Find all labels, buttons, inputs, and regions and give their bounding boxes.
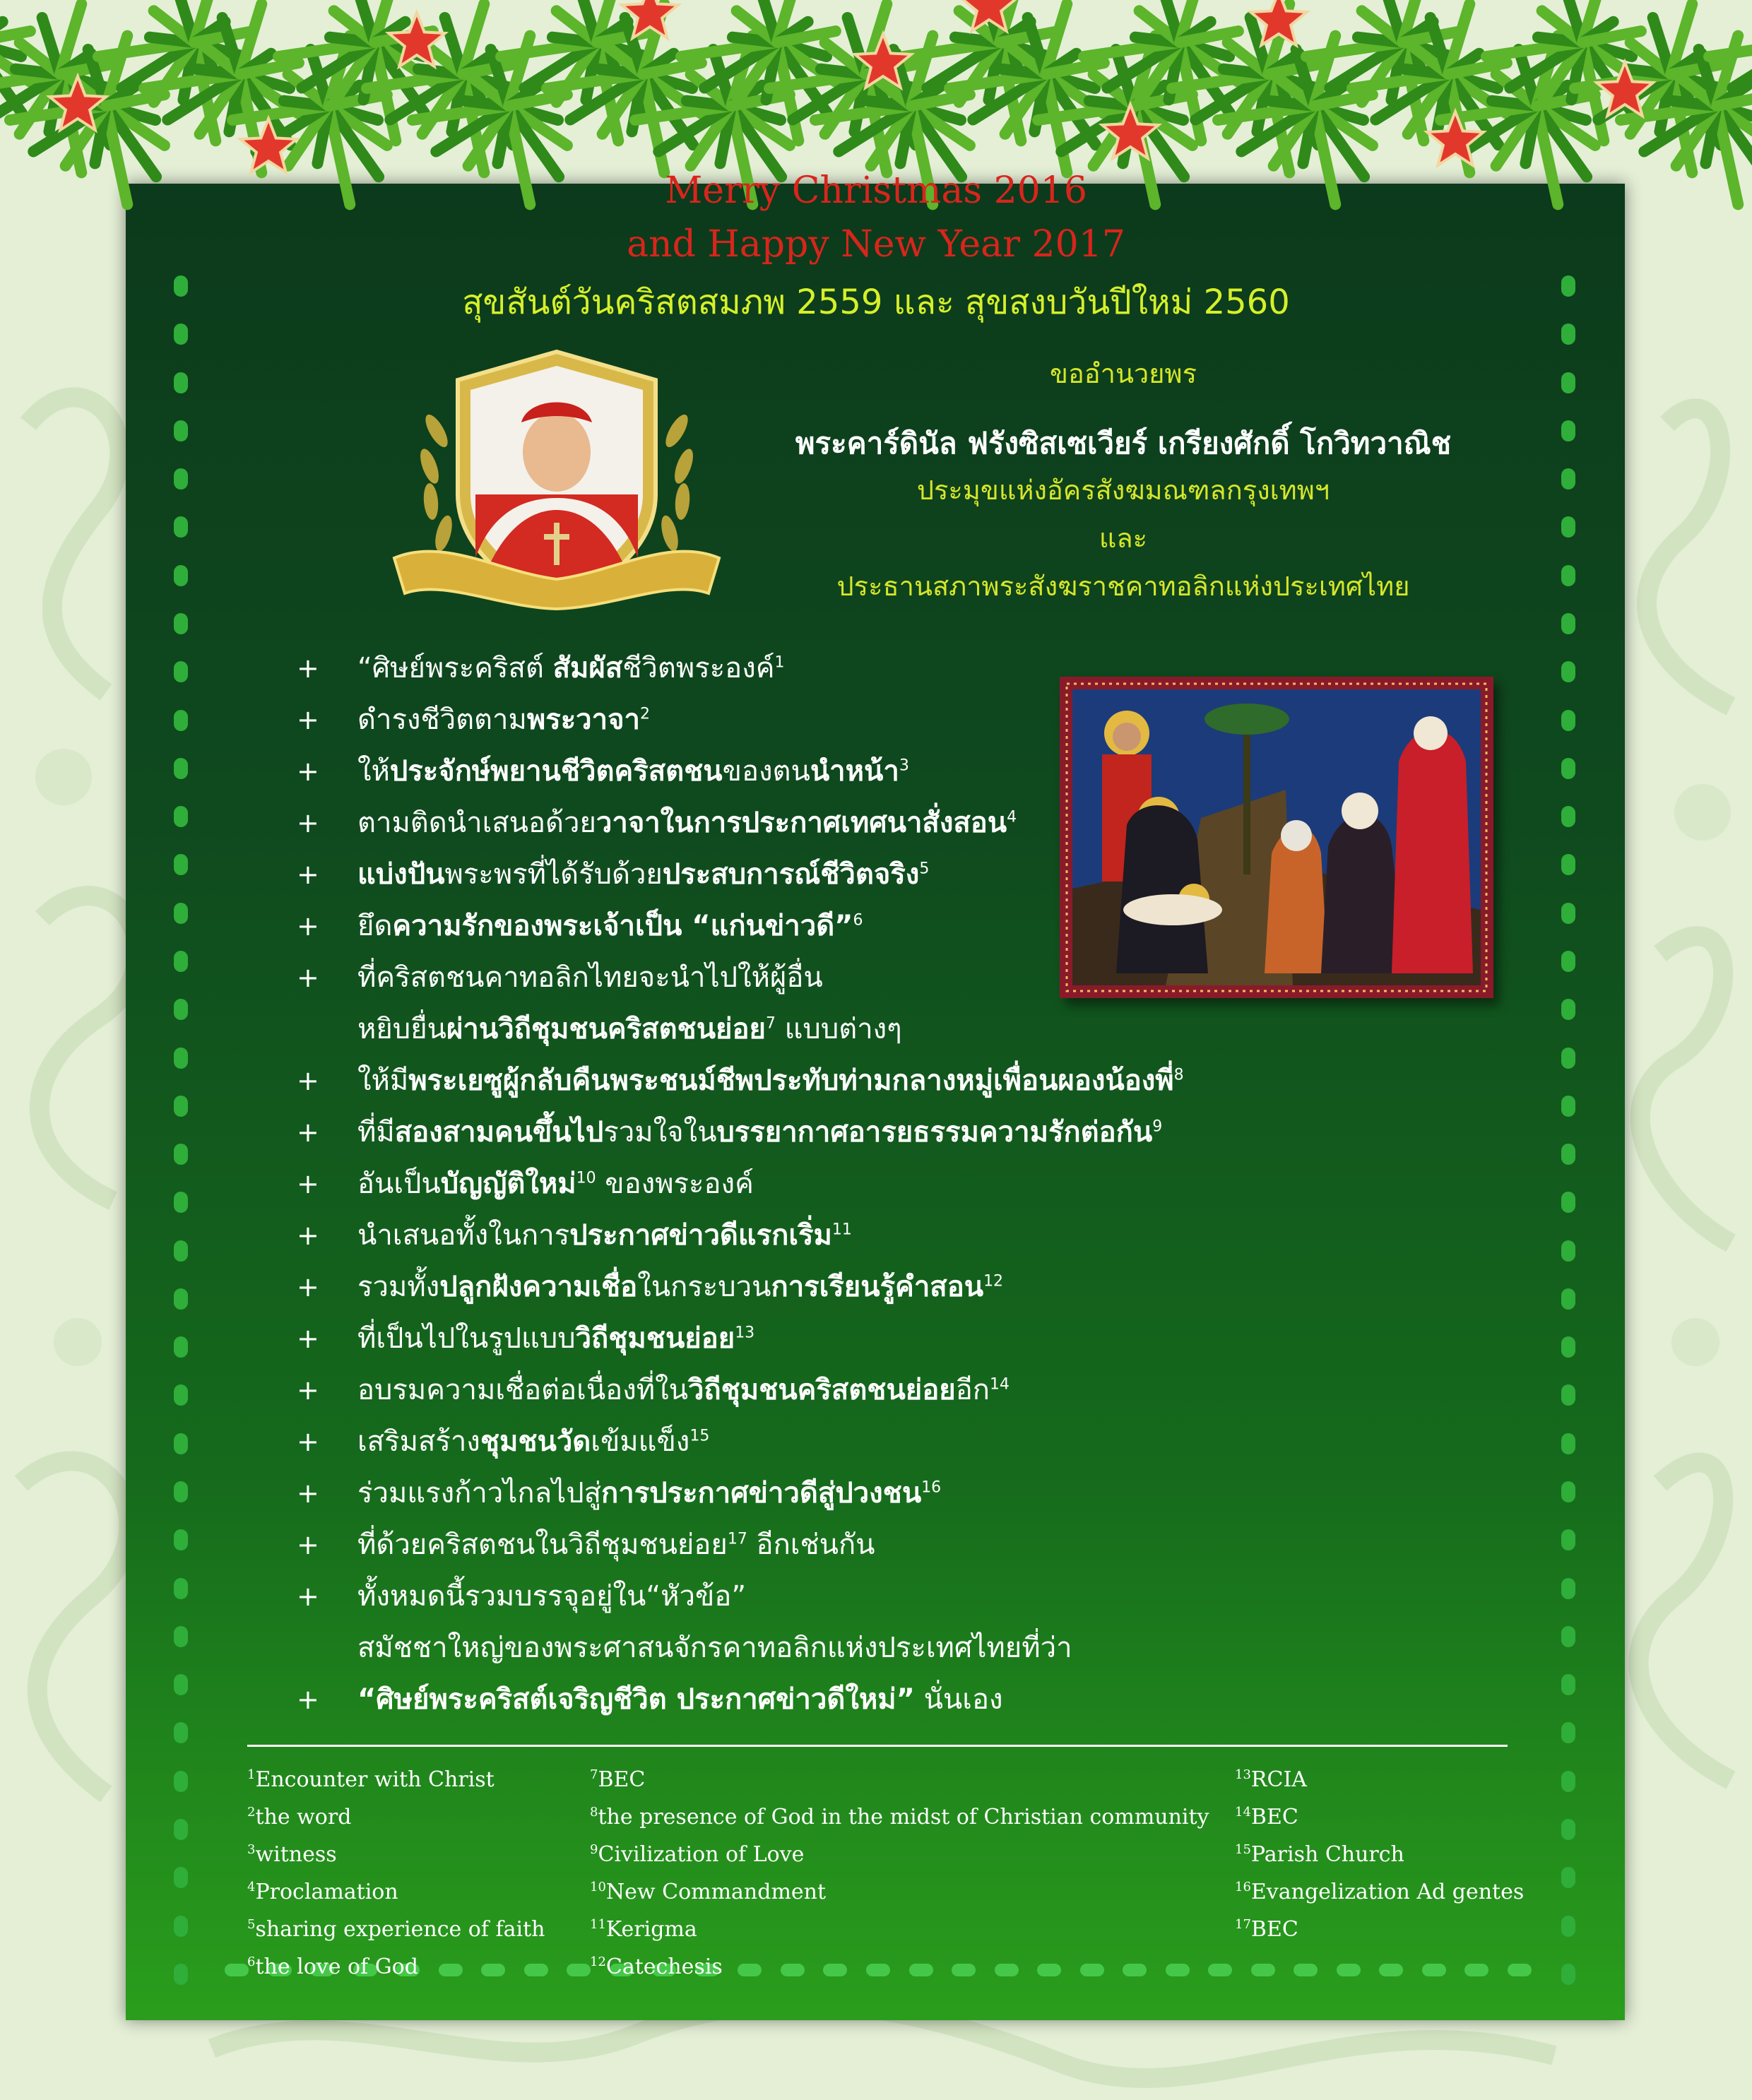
plus-icon: + [297,1271,319,1303]
perforation-dot [174,516,188,538]
perforation-dot [1561,661,1575,682]
emphasis-text: บรรยากาศอารยธรรมความรักต่อกัน [716,1116,1153,1149]
footnote-text: RCIA [1250,1767,1307,1792]
perforation-dot [174,1096,188,1117]
message-line [297,694,1321,746]
perforation-dot [1561,1916,1575,1937]
sender-role-conference: ประธานสภาพระสังฆราชคาทอลิกแห่งประเทศไทย [836,571,1410,602]
perforation-dot [1508,1964,1532,1976]
footnote-number: 3 [247,1842,256,1857]
message-line [297,797,1321,849]
message-line [297,952,1321,1004]
footnote-entry [1235,1759,1524,1796]
footnote-number: 8 [590,1805,598,1820]
footnote-text: sharing experience of faith [255,1917,545,1942]
message-line [297,849,1321,901]
perforation-dot [174,806,188,827]
plain-text: “ศิษย์พระคริสต์ [357,652,553,684]
plain-text: รวมทั้ง [357,1271,440,1303]
footnote-entry [1235,1909,1524,1946]
perforation-dot [174,1771,188,1792]
sender-role-and: และ [1099,523,1148,554]
footnotes-column-3 [1235,1759,1524,1946]
emphasis-text: “ศิษย์พระคริสต์เจริญชีวิต ประกาศข่าวดีใหม่” [357,1683,915,1716]
emphasis-text: สัมผัส [552,652,623,684]
perforation-dot [1561,903,1575,924]
perforation-dot [1561,1096,1575,1117]
message-text [357,643,1321,694]
emphasis-text: ความรักของพระเจ้าเป็น “แก่นข่าวดี” [392,910,853,942]
plain-text: เสริมสร้าง [357,1425,480,1458]
perforation-dot [174,1048,188,1069]
greeting-header [0,164,1752,333]
footnote-text: BEC [1250,1805,1298,1829]
footnote-entry [247,1796,545,1834]
perforation-dot [1561,1771,1575,1792]
plain-text: รวมใจใน [603,1116,717,1149]
message-text [357,952,1321,1004]
footnotes-column-1 [247,1759,545,1983]
emphasis-text: พระวาจา [526,704,640,736]
plain-text: อบรมความเชื่อต่อเนื่องที่ใน [357,1374,688,1406]
footnote-entry [1235,1834,1524,1871]
perforation-dot [174,1674,188,1695]
perforation-dot [1561,1433,1575,1454]
message-line [297,1313,1321,1365]
plain-text: ร่วมแรงก้าวไกลไปสู่ [357,1477,602,1509]
plus-icon: + [297,962,319,993]
footnote-number: 1 [247,1767,256,1782]
footnote-entry [590,1946,1209,1983]
message-line [297,1623,1321,1674]
emphasis-text: ประกาศข่าวดีแรกเริ่ม [569,1219,832,1252]
plus-icon: + [297,1220,319,1251]
perforation-dot [1561,1288,1575,1310]
plus-icon: + [297,859,319,890]
perforation-dot [1561,806,1575,827]
perforation-dot [1251,1964,1275,1976]
footnote-number: 5 [247,1917,256,1932]
sender-name: พระคาร์ดินัล ฟรังซิสเซเวียร์ เกรียงศักดิ์ โกวิทวาณิช [795,426,1452,461]
message-line [297,643,1321,694]
footnote-divider [247,1745,1508,1747]
perforation-dot [1337,1964,1361,1976]
footnote-entry [590,1796,1209,1834]
perforation-dot [1561,1867,1575,1888]
message-text [357,1210,1321,1262]
message-text [357,797,1321,849]
perforation-dot [1561,372,1575,393]
footnote-entry [1235,1796,1524,1834]
plain-text: นำเสนอทั้งในการ [357,1219,570,1252]
footnote-number: 14 [1235,1805,1251,1820]
message-text [357,1365,1321,1416]
perforation-dot [1561,1144,1575,1165]
plus-icon: + [297,1426,319,1457]
footnote-text: the word [255,1805,352,1829]
message-line [297,1416,1321,1468]
footnote-text: Evangelization Ad gentes [1250,1880,1525,1904]
plus-icon: + [297,807,319,838]
perforation-dot [1561,1481,1575,1502]
emphasis-text: การประกาศข่าวดีสู่ปวงชน [601,1477,922,1509]
message-line [297,1365,1321,1416]
footnote-entry [1235,1871,1524,1909]
plus-icon: + [297,704,319,735]
perforation-dot [174,1384,188,1406]
message-line [297,1210,1321,1262]
perforation-dot [1561,1722,1575,1743]
perforation-dot [1422,1964,1446,1976]
footnote-text: New Commandment [605,1880,827,1904]
perforation-dot [1561,1336,1575,1358]
footnote-number: 13 [1235,1767,1251,1782]
footnote-number: 4 [247,1880,256,1894]
perforation-dot [174,1626,188,1647]
plus-icon: + [297,1375,319,1406]
plain-text: ให้มี [357,1064,409,1097]
footnote-entry [590,1909,1209,1946]
footnote-number: 11 [590,1917,606,1932]
plain-text: ทั้งหมดนี้รวมบรรจุอยู่ใน“หัวข้อ” [357,1580,747,1613]
footnote-ref: 13 [735,1324,755,1342]
footnote-text: the presence of God in the midst of Christian community [598,1805,1209,1829]
plain-text: เข้มแข็ง [591,1425,690,1458]
perforation-dot [1561,1192,1575,1213]
perforation-dot [1561,565,1575,586]
cardinal-portrait-crest [387,346,726,615]
perforation-dot [1561,710,1575,731]
footnote-number: 17 [1235,1917,1251,1932]
perforation-dot [174,1433,188,1454]
plain-text: ยึด [357,910,393,942]
message-line [297,1004,1321,1055]
message-line [297,1262,1321,1313]
footnote-ref: 3 [899,757,909,775]
perforation-dot [174,468,188,490]
emphasis-text: การเรียนรู้คำสอน [771,1271,984,1303]
message-text [357,694,1321,746]
emphasis-text: ปลูกฝังความเชื่อ [439,1271,638,1303]
footnote-ref: 14 [989,1375,1010,1394]
greeting-line-new-year: and Happy New Year 2017 [627,223,1125,266]
perforation-dot [174,710,188,731]
plain-text: อีกเช่นกัน [747,1529,875,1561]
greeting-line-christmas: Merry Christmas 2016 [665,170,1087,212]
greeting-line-thai: สุขสันต์วันคริสตสมภพ 2559 และ สุขสงบวันปีใหม่ 2560 [462,283,1290,322]
perforation-dot [1561,758,1575,779]
message-text [357,1055,1321,1107]
perforation-dot [174,1529,188,1550]
perforation-dot [174,1916,188,1937]
footnote-ref: 6 [853,911,863,930]
plain-text: ที่ด้วยคริสตชนในวิถีชุมชนย่อย [357,1529,728,1561]
message-text [357,1416,1321,1468]
footnote-ref: 12 [983,1272,1004,1291]
footnote-number: 12 [590,1954,606,1969]
perforation-dot [174,1722,188,1743]
message-text [357,1519,1321,1571]
message-text [357,1468,1321,1519]
footnote-ref: 5 [919,860,930,878]
plain-text: ของตน [722,755,810,788]
perforation-dot [174,420,188,441]
footnote-entry [247,1871,545,1909]
plain-text: ให้ [357,755,390,788]
emphasis-text: พระเยซูผู้กลับคืนพระชนม์ชีพประทับท่ามกลางหมู่เพื่อนผองน้องพี่ [408,1064,1174,1097]
plain-text: อีก [955,1374,990,1406]
footnote-text: Parish Church [1250,1842,1404,1867]
emphasis-text: สองสามคนขึ้นไป [394,1116,604,1149]
plain-text: ที่มี [357,1116,395,1149]
perforation-dot [1561,1240,1575,1262]
plain-text: สมัชชาใหญ่ของพระศาสนจักรคาทอลิกแห่งประเทศไทยที่ว่า [357,1632,1072,1664]
perforation-dot [1561,1626,1575,1647]
message-text [357,1107,1321,1158]
perforation-dot [1561,1384,1575,1406]
footnote-entry [590,1871,1209,1909]
footnote-text: Catechesis [605,1954,723,1979]
footnote-entry [590,1834,1209,1871]
perforation-dot [1208,1964,1232,1976]
message-text [357,1158,1321,1210]
perforation-dot [174,565,188,586]
perforation-dot [174,1288,188,1310]
plain-text: อันเป็น [357,1168,441,1200]
perforation-left [174,275,189,1985]
message-line [297,1519,1321,1571]
footnote-ref: 10 [576,1169,596,1187]
plus-icon: + [297,910,319,942]
message-line [297,1571,1321,1623]
emphasis-text: แบ่งปัน [357,858,445,891]
message-line [297,1055,1321,1107]
plain-text: ของพระองค์ [596,1168,754,1200]
message-text [357,746,1321,797]
plain-text: ที่เป็นไปในรูปแบบ [357,1322,576,1355]
footnote-ref: 8 [1173,1066,1184,1084]
footnote-entry [247,1946,545,1983]
footnotes-column-2 [590,1759,1209,1983]
footnote-number: 15 [1235,1842,1251,1857]
perforation-dot [567,1964,591,1976]
perforation-dot [1561,420,1575,441]
footnote-text: Encounter with Christ [255,1767,495,1792]
sender-role-archdiocese: ประมุขแห่งอัครสังฆมณฑลกรุงเทพฯ [916,475,1330,506]
emphasis-text: ประจักษ์พยานชีวิตคริสตชน [389,755,723,788]
plus-icon: + [297,1117,319,1148]
emphasis-text: วาจาในการประกาศเทศนาสั่งสอน [596,807,1007,839]
footnote-number: 6 [247,1954,256,1969]
perforation-dot [174,903,188,924]
footnote-ref: 2 [640,705,650,723]
footnote-text: the love of God [255,1954,418,1979]
footnote-text: Kerigma [605,1917,697,1942]
message-text [357,1571,1321,1623]
perforation-dot [174,1964,188,1985]
footnote-ref: 15 [689,1427,710,1445]
footnote-entry [590,1759,1209,1796]
perforation-dot [1379,1964,1403,1976]
message-list [297,643,1321,1726]
perforation-dot [1561,1964,1575,1985]
emphasis-text: ชุมชนวัด [480,1425,591,1458]
footnote-ref: 4 [1007,808,1017,826]
perforation-dot [174,661,188,682]
footnote-ref: 17 [727,1530,747,1548]
plus-icon: + [297,1168,319,1199]
perforation-dot [174,1144,188,1165]
perforation-right [1561,275,1577,1985]
plain-text: นั่นเอง [914,1683,1003,1716]
perforation-dot [174,758,188,779]
perforation-dot [174,613,188,634]
plain-text: ในกระบวน [637,1271,771,1303]
perforation-dot [1561,1674,1575,1695]
plus-icon: + [297,1323,319,1354]
perforation-dot [174,1481,188,1502]
footnote-entry [247,1834,545,1871]
message-text [357,1674,1321,1726]
plus-icon: + [297,1478,319,1509]
plain-text: ดำรงชีวิตตาม [357,704,527,736]
footnote-text: Proclamation [255,1880,398,1904]
plain-text: หยิบยื่น [357,1013,446,1045]
footnote-ref: 1 [774,653,785,672]
message-line [297,901,1321,952]
perforation-dot [225,1964,249,1976]
footnote-number: 9 [590,1842,598,1857]
plain-text: ชีวิตพระองค์ [622,652,775,684]
message-line [297,746,1321,797]
footnote-number: 16 [1235,1880,1251,1894]
message-line [297,1158,1321,1210]
plus-icon: + [297,1529,319,1560]
perforation-dot [1561,1578,1575,1599]
perforation-dot [174,1867,188,1888]
footnote-number: 7 [590,1767,598,1782]
perforation-dot [1561,613,1575,634]
footnote-number: 10 [590,1880,606,1894]
footnote-ref: 16 [921,1478,942,1497]
perforation-dot [174,1192,188,1213]
perforation-dot [1464,1964,1488,1976]
footnote-entry [247,1759,545,1796]
footnote-entry [247,1909,545,1946]
perforation-dot [1561,1819,1575,1840]
perforation-dot [174,999,188,1020]
plus-icon: + [297,1684,319,1715]
message-line [297,1468,1321,1519]
plus-icon: + [297,1581,319,1612]
perforation-dot [174,1336,188,1358]
emphasis-text: ผ่านวิถีชุมชนคริสตชนย่อย [446,1013,766,1045]
emphasis-text: ประสบการณ์ชีวิตจริง [662,858,920,891]
footnote-ref: 7 [765,1014,776,1033]
message-text [357,1262,1321,1313]
emphasis-text: วิถีชุมชนย่อย [575,1322,735,1355]
emphasis-text: นำหน้า [810,755,899,788]
perforation-dot [1561,516,1575,538]
perforation-dot [1561,468,1575,490]
plain-text: ตามติดนำเสนอด้วย [357,807,596,839]
perforation-dot [174,951,188,972]
message-text [357,901,1321,952]
footnote-text: witness [255,1842,337,1867]
message-text [357,1313,1321,1365]
emphasis-text: วิถีชุมชนคริสตชนย่อย [687,1374,956,1406]
footnote-ref: 9 [1152,1117,1163,1136]
message-line [297,1674,1321,1726]
perforation-dot [1561,1048,1575,1069]
perforation-dot [174,1240,188,1262]
perforation-dot [1294,1964,1318,1976]
plain-text: แบบต่างๆ [775,1013,902,1045]
plain-text: พระพรที่ได้รับด้วย [444,858,663,891]
blessing-text: ขออำนวยพร [1050,358,1197,389]
footnote-number: 2 [247,1805,256,1820]
emphasis-text: บัญญัติใหม่ [440,1168,576,1200]
footnote-text: BEC [1250,1917,1298,1942]
perforation-dot [174,854,188,875]
plus-icon: + [297,653,319,684]
message-text [357,1623,1321,1674]
plain-text: ที่คริสตชนคาทอลิกไทยจะนำไปให้ผู้อื่น [357,961,823,994]
footnote-text: BEC [598,1767,646,1792]
perforation-dot [174,372,188,393]
message-text [357,849,1321,901]
message-line [297,1107,1321,1158]
plus-icon: + [297,1065,319,1096]
perforation-dot [1561,951,1575,972]
footnote-ref: 11 [831,1221,852,1239]
plus-icon: + [297,756,319,787]
message-text [357,1004,1321,1055]
perforation-dot [1561,1529,1575,1550]
perforation-dot [174,1819,188,1840]
perforation-dot [1561,999,1575,1020]
perforation-dot [174,1578,188,1599]
footnote-text: Civilization of Love [598,1842,805,1867]
perforation-dot [1561,854,1575,875]
sender-block [763,353,1484,610]
